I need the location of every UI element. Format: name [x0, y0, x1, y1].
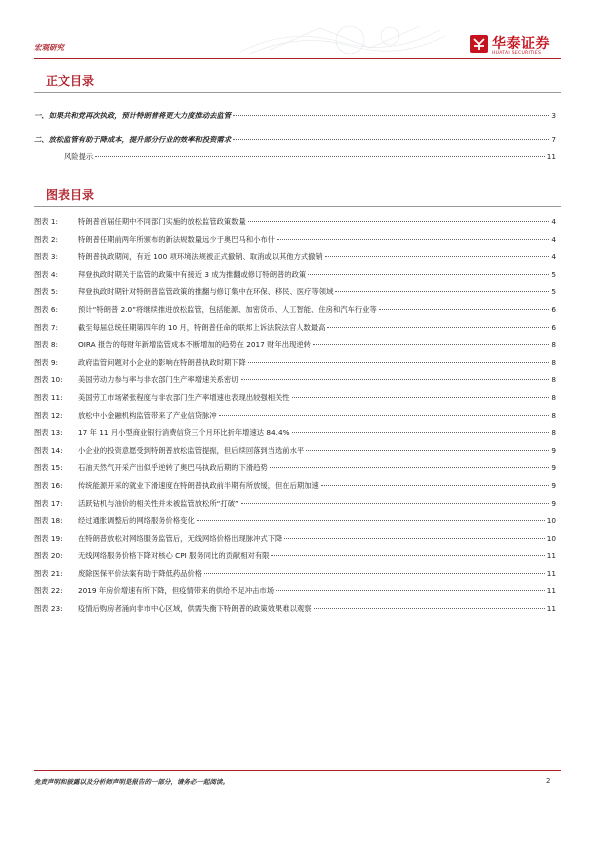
footer-divider	[34, 770, 561, 771]
figure-title: 17 年 11 月小型商业银行消费信贷三个月环比折年增速达 84.4%	[78, 428, 290, 438]
figure-entry[interactable]	[34, 446, 556, 464]
figure-entry[interactable]	[34, 534, 556, 552]
figure-title: 2019 年房价增速有所下降，但疫情带来的供给不足冲击市场	[78, 586, 275, 596]
figure-label: 图表 15:	[34, 463, 63, 473]
figure-entry[interactable]	[34, 428, 556, 446]
figure-entry[interactable]	[34, 604, 556, 622]
huatai-logo-icon	[470, 35, 488, 53]
figure-title: 截至每届总统任期第四年的 10 月，特朗普任命的联邦上诉法院法官人数最高	[78, 322, 326, 332]
toc-entry[interactable]	[64, 152, 556, 166]
figure-page: 9	[551, 498, 556, 508]
dot-leader	[379, 309, 550, 310]
figure-page: 8	[551, 428, 556, 438]
figures-divider	[34, 206, 561, 207]
figure-title: 特朗普首届任期中不同部门实施的放松监管政策数量	[78, 217, 246, 226]
figure-label: 图表 17:	[34, 498, 63, 508]
figure-label: 图表 18:	[34, 516, 63, 526]
header-watermark-graphic	[230, 22, 450, 56]
dot-leader	[314, 608, 545, 609]
figure-title: 在特朗普放松对网络服务监管后，无线网络价格出现脉冲式下降	[78, 533, 283, 543]
figure-title: OIRA 报告的每财年新增监管成本不断增加的趋势在 2017 财年出现逆转	[78, 340, 311, 350]
figure-entry[interactable]	[34, 252, 556, 270]
figure-entry[interactable]	[34, 393, 556, 411]
figure-title: 政府监管问题对小企业的影响在特朗普执政时期下降	[78, 357, 246, 367]
figure-entry[interactable]	[34, 569, 556, 587]
figure-entry[interactable]	[34, 516, 556, 534]
figure-page: 9	[551, 463, 556, 473]
dot-leader	[276, 590, 545, 591]
figure-title: 预计“特朗普 2.0”将继续推进放松监管，包括能源、加密货币、人工智能、住房和汽车行业等	[78, 304, 377, 314]
figures-title: 图表目录	[46, 188, 95, 202]
figure-entry[interactable]	[34, 235, 556, 253]
figure-page: 10	[546, 533, 556, 543]
section-label: 宏观研究	[34, 43, 64, 52]
page-number: 2	[546, 777, 551, 785]
figure-page: 11	[546, 586, 556, 596]
dot-leader	[95, 156, 545, 157]
figure-title: 石油天然气开采产出似乎逆转了奥巴马执政后期的下滑趋势	[78, 463, 268, 473]
dot-leader	[248, 362, 550, 363]
figure-label: 图表 5:	[34, 287, 59, 297]
figure-page: 10	[546, 516, 556, 526]
toc-entry[interactable]	[34, 111, 556, 125]
dot-leader	[306, 450, 549, 451]
figure-title: 小企业的投资意愿受到特朗普放松监管提振，但后续回落到当选前水平	[78, 445, 305, 455]
figure-entry[interactable]	[34, 340, 556, 358]
dot-leader	[313, 344, 549, 345]
toc-list	[64, 152, 556, 166]
figure-label: 图表 12:	[34, 410, 63, 420]
figure-label: 图表 20:	[34, 551, 63, 561]
figure-page: 6	[551, 322, 556, 332]
figure-label: 图表 11:	[34, 392, 63, 402]
figure-label: 图表 1:	[34, 217, 59, 226]
figure-title: 特朗普任期前两年所颁布的新法规数量远少于奥巴马和小布什	[78, 234, 276, 244]
toc-divider	[34, 92, 561, 93]
figure-entry[interactable]	[34, 287, 556, 305]
toc-entry-text: 二、放松监管有助于降成本，提升部分行业的效率和投资需求	[34, 135, 232, 144]
dot-leader	[197, 520, 545, 521]
figure-title: 活跃钻机与油价的相关性并未被监管放松所“打破”	[78, 498, 239, 508]
dot-leader	[292, 397, 550, 398]
figure-label: 图表 13:	[34, 428, 63, 438]
dot-leader	[233, 139, 549, 140]
figure-title: 拜登执政时期针对特朗普监管政策的推翻与修订集中在环保、移民、医疗等领域	[78, 287, 334, 297]
figure-page: 11	[546, 551, 556, 561]
figure-page: 8	[551, 375, 556, 385]
figure-label: 图表 6:	[34, 304, 59, 314]
figure-title: 美国劳动力参与率与非农部门生产率增速关系密切	[78, 375, 239, 385]
toc-entry[interactable]	[34, 135, 556, 149]
figure-page: 9	[551, 480, 556, 490]
figure-label: 图表 10:	[34, 375, 63, 385]
figure-entry[interactable]	[34, 551, 556, 569]
dot-leader	[308, 274, 549, 275]
dot-leader	[325, 256, 550, 257]
dot-leader	[233, 115, 549, 116]
figure-page: 11	[546, 568, 556, 578]
dot-leader	[284, 538, 544, 539]
figure-label: 图表 7:	[34, 322, 59, 332]
figure-page: 4	[551, 217, 556, 226]
dot-leader	[204, 573, 545, 574]
toc-title: 正文目录	[46, 74, 95, 88]
figure-title: 拜登执政时期关于监管的政策中有接近 3 成为推翻或修订特朗普的政策	[78, 269, 307, 279]
figure-entry[interactable]	[34, 481, 556, 499]
figure-label: 图表 4:	[34, 269, 59, 279]
dot-leader	[292, 432, 550, 433]
figure-page: 8	[551, 340, 556, 350]
figure-page: 8	[551, 392, 556, 402]
toc-entry-page: 11	[546, 152, 556, 161]
dot-leader	[277, 239, 549, 240]
figure-title: 放松中小金融机构监管带来了产业信贷脉冲	[78, 410, 217, 420]
figure-title: 无线网络服务价格下降对核心 CPI 服务同比的贡献相对有限	[78, 551, 270, 561]
figure-label: 图表 22:	[34, 586, 63, 596]
dot-leader	[248, 221, 550, 222]
toc-entry-page: 7	[551, 135, 556, 144]
figure-entry[interactable]	[34, 305, 556, 323]
figure-page: 5	[551, 269, 556, 279]
figure-page: 5	[551, 287, 556, 297]
figure-title: 废除医保平价法案有助于降低药品价格	[78, 568, 203, 578]
toc-entry-page: 3	[551, 111, 556, 120]
figure-entry[interactable]	[34, 411, 556, 429]
figure-entry[interactable]	[34, 375, 556, 393]
figure-label: 图表 19:	[34, 533, 63, 543]
toc-list	[34, 111, 556, 125]
figure-label: 图表 8:	[34, 340, 59, 350]
figure-title: 传统能源开采的就业下滑速度在特朗普执政前半期有所放缓，但在后期加速	[78, 480, 319, 490]
figure-list	[34, 217, 556, 622]
figure-entry[interactable]	[34, 323, 556, 341]
figure-entry[interactable]	[34, 270, 556, 288]
figure-entry[interactable]	[34, 463, 556, 481]
dot-leader	[270, 467, 550, 468]
figure-title: 经过通胀调整后的网络服务价格变化	[78, 516, 195, 526]
figure-label: 图表 14:	[34, 445, 63, 455]
toc-entry-text: 风险提示	[64, 152, 94, 161]
figure-title: 特朗普执政期间，有近 100 项环境法规被正式撤销、取消或以其他方式撤销	[78, 252, 323, 262]
figure-page: 8	[551, 410, 556, 420]
figure-page: 11	[546, 604, 556, 614]
figure-label: 图表 9:	[34, 357, 59, 367]
figure-page: 6	[551, 304, 556, 314]
figure-label: 图表 3:	[34, 252, 59, 262]
toc-entry-text: 一、如果共和党再次执政，预计特朗普将更大力度推动去监管	[34, 111, 232, 120]
dot-leader	[241, 379, 550, 380]
figure-label: 图表 23:	[34, 604, 63, 614]
dot-leader	[241, 503, 550, 504]
dot-leader	[219, 415, 550, 416]
footer-disclaimer: 免责声明和披露以及分析师声明是报告的一部分，请务必一起阅读。	[34, 778, 229, 786]
figure-label: 图表 16:	[34, 480, 63, 490]
figure-page: 8	[551, 357, 556, 367]
figure-title: 疫情后购房者涌向非市中心区域，供需失衡下特朗普的政策效果难以观察	[78, 604, 312, 614]
header-divider	[34, 58, 561, 59]
figure-title: 美国劳工市场紧张程度与非农部门生产率增速也表现出较强相关性	[78, 392, 290, 402]
figure-label: 图表 2:	[34, 234, 59, 244]
figure-page: 4	[551, 234, 556, 244]
figure-label: 图表 21:	[34, 568, 63, 578]
figure-entry[interactable]	[34, 586, 556, 604]
figure-page: 9	[551, 445, 556, 455]
logo-text-cn: 华泰证券	[492, 36, 550, 52]
figure-entry[interactable]	[34, 217, 556, 235]
logo-text-en: HUATAI SECURITIES	[492, 51, 542, 56]
toc-list	[34, 135, 556, 149]
dot-leader	[327, 327, 549, 328]
dot-leader	[335, 291, 549, 292]
dot-leader	[271, 555, 544, 556]
figure-entry[interactable]	[34, 358, 556, 376]
figure-page: 4	[551, 252, 556, 262]
figure-entry[interactable]	[34, 499, 556, 517]
dot-leader	[321, 485, 550, 486]
